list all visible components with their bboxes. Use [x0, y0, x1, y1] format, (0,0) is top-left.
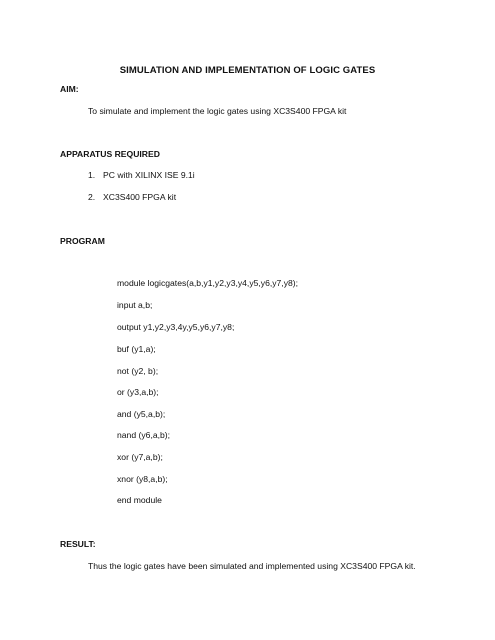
program-heading: PROGRAM — [60, 236, 105, 246]
apparatus-item-number: 2. — [88, 192, 96, 202]
apparatus-item-text: XC3S400 FPGA kit — [103, 192, 177, 202]
aim-text: To simulate and implement the logic gates using XC3S400 FPGA kit — [88, 106, 347, 116]
apparatus-item-number: 1. — [88, 170, 96, 180]
code-line: xor (y7,a,b); — [117, 452, 163, 462]
code-line: not (y2, b); — [117, 366, 159, 376]
code-line: module logicgates(a,b,y1,y2,y3,y4,y5,y6,y7,y8); — [117, 278, 299, 288]
code-line: and (y5,a,b); — [117, 409, 166, 419]
document-title: SIMULATION AND IMPLEMENTATION OF LOGIC GATES — [119, 65, 376, 76]
code-line: end module — [117, 495, 162, 505]
apparatus-item-text: PC with XILINX ISE 9.1i — [103, 170, 195, 180]
code-line: or (y3,a,b); — [117, 387, 159, 397]
code-line: input a,b; — [117, 300, 153, 310]
result-text: Thus the logic gates have been simulated and implemented using XC3S400 FPGA kit. — [88, 561, 416, 571]
code-line: buf (y1,a); — [117, 344, 156, 354]
code-line: nand (y6,a,b); — [117, 430, 171, 440]
aim-heading: AIM: — [60, 84, 79, 94]
code-line: output y1,y2,y3,4y,y5,y6,y7,y8; — [117, 322, 235, 332]
code-line: xnor (y8,a,b); — [117, 474, 168, 484]
result-heading: RESULT: — [60, 539, 96, 549]
apparatus-heading: APPARATUS REQUIRED — [60, 149, 160, 159]
